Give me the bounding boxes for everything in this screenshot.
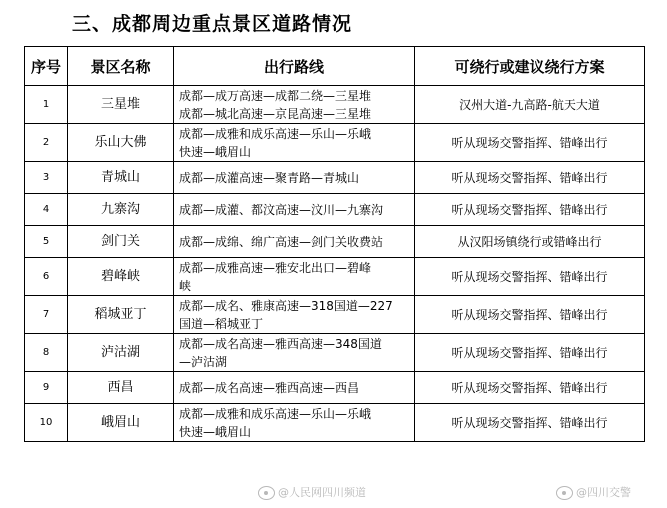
route-line: —泸沽湖 bbox=[179, 354, 228, 369]
route-line: 成都—成灌、都汶高速—汶川—九寨沟 bbox=[179, 202, 384, 217]
table-row bbox=[25, 226, 645, 258]
header-plan: 可绕行或建议绕行方案 bbox=[415, 47, 645, 86]
route-line: 成都—成雅和成乐高速—乐山—乐峨 bbox=[179, 406, 372, 421]
row-name: 青城山 bbox=[68, 162, 174, 194]
table-row bbox=[25, 296, 645, 334]
row-name: 剑门关 bbox=[68, 226, 174, 258]
row-plan: 听从现场交警指挥、错峰出行 bbox=[415, 404, 645, 442]
table-row bbox=[25, 334, 645, 372]
table-row bbox=[25, 194, 645, 226]
row-name: 碧峰峡 bbox=[68, 258, 174, 296]
watermark-left-text: @人民网四川频道 bbox=[278, 486, 366, 499]
row-name: 三星堆 bbox=[68, 86, 174, 124]
table-row bbox=[25, 372, 645, 404]
row-name: 乐山大佛 bbox=[68, 124, 174, 162]
row-num: 4 bbox=[25, 194, 68, 226]
row-num: 10 bbox=[25, 404, 68, 442]
route-line: 快速—峨眉山 bbox=[179, 424, 252, 439]
row-plan: 汉州大道-九高路-航天大道 bbox=[415, 86, 645, 124]
header-num: 序号 bbox=[25, 47, 68, 86]
weibo-icon bbox=[556, 486, 573, 500]
scenic-roads-table bbox=[24, 46, 645, 442]
table-header-row bbox=[25, 47, 645, 86]
route-line: 成都—成灌高速—聚青路—青城山 bbox=[179, 170, 360, 185]
row-plan: 听从现场交警指挥、错峰出行 bbox=[415, 372, 645, 404]
row-plan: 听从现场交警指挥、错峰出行 bbox=[415, 334, 645, 372]
route-line: 成都—成名、雅康高速—318国道—227 bbox=[179, 298, 393, 313]
table-row bbox=[25, 124, 645, 162]
row-name: 稻城亚丁 bbox=[68, 296, 174, 334]
row-num: 9 bbox=[25, 372, 68, 404]
route-line: 成都—成万高速—成都二绕—三星堆 bbox=[179, 88, 372, 103]
row-route bbox=[174, 194, 415, 226]
row-plan: 听从现场交警指挥、错峰出行 bbox=[415, 124, 645, 162]
row-route bbox=[174, 86, 415, 124]
row-name: 九寨沟 bbox=[68, 194, 174, 226]
table-row bbox=[25, 404, 645, 442]
route-line: 快速—峨眉山 bbox=[179, 144, 252, 159]
page-title: 三、成都周边重点景区道路情况 bbox=[72, 13, 353, 35]
watermark-left bbox=[258, 484, 366, 500]
watermark-right-text: @四川交警 bbox=[576, 486, 631, 499]
header-route: 出行路线 bbox=[174, 47, 415, 86]
weibo-icon bbox=[258, 486, 275, 500]
row-plan: 听从现场交警指挥、错峰出行 bbox=[415, 194, 645, 226]
route-line: 成都—成雅高速—雅安北出口—碧峰 bbox=[179, 260, 372, 275]
table-row bbox=[25, 162, 645, 194]
row-route bbox=[174, 296, 415, 334]
watermark-right bbox=[556, 484, 631, 500]
row-route bbox=[174, 334, 415, 372]
route-line: 成都—成名高速—雅西高速—348国道 bbox=[179, 336, 382, 351]
row-num: 6 bbox=[25, 258, 68, 296]
route-line: 成都—成名高速—雅西高速—西昌 bbox=[179, 380, 360, 395]
route-line: 成都—成绵、绵广高速—剑门关收费站 bbox=[179, 234, 384, 249]
row-num: 2 bbox=[25, 124, 68, 162]
table-row bbox=[25, 86, 645, 124]
row-route bbox=[174, 372, 415, 404]
row-plan: 从汉阳场镇绕行或错峰出行 bbox=[415, 226, 645, 258]
row-plan: 听从现场交警指挥、错峰出行 bbox=[415, 162, 645, 194]
row-num: 3 bbox=[25, 162, 68, 194]
table-row bbox=[25, 258, 645, 296]
row-num: 7 bbox=[25, 296, 68, 334]
route-line: 国道—稻城亚丁 bbox=[179, 316, 264, 331]
row-name: 西昌 bbox=[68, 372, 174, 404]
route-line: 成都—成雅和成乐高速—乐山—乐峨 bbox=[179, 126, 372, 141]
row-plan: 听从现场交警指挥、错峰出行 bbox=[415, 296, 645, 334]
row-plan: 听从现场交警指挥、错峰出行 bbox=[415, 258, 645, 296]
header-name: 景区名称 bbox=[68, 47, 174, 86]
row-name: 泸沽湖 bbox=[68, 334, 174, 372]
row-route bbox=[174, 124, 415, 162]
row-route bbox=[174, 404, 415, 442]
row-num: 5 bbox=[25, 226, 68, 258]
row-route bbox=[174, 162, 415, 194]
row-route bbox=[174, 258, 415, 296]
row-num: 1 bbox=[25, 86, 68, 124]
row-route bbox=[174, 226, 415, 258]
row-name: 峨眉山 bbox=[68, 404, 174, 442]
row-num: 8 bbox=[25, 334, 68, 372]
route-line: 成都—城北高速—京昆高速—三星堆 bbox=[179, 106, 372, 121]
route-line: 峡 bbox=[179, 278, 192, 293]
